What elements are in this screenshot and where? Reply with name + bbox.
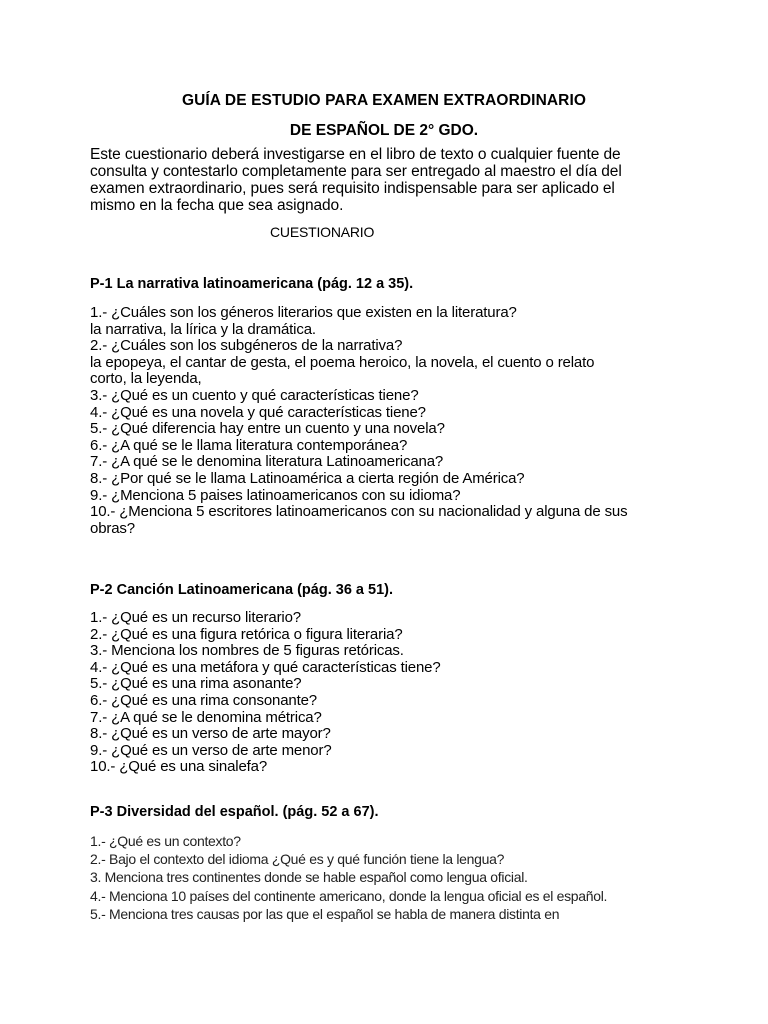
list-item: 4.- Menciona 10 países del continente americano, donde la lengua oficial es el español. xyxy=(90,887,608,904)
section-list-p2 xyxy=(90,610,690,776)
section-title-p1: P-1 La narrativa latinoamericana (pág. 12 a 35). xyxy=(90,276,414,292)
list-item: 9.- ¿Qué es un verso de arte menor? xyxy=(90,741,332,759)
section-title-p2: P-2 Canción Latinoamericana (pág. 36 a 51). xyxy=(90,582,393,598)
list-item: 5.- ¿Qué es una rima asonante? xyxy=(90,675,302,693)
list-item: obras? xyxy=(90,519,135,537)
list-item: 3.- Menciona los nombres de 5 figuras retóricas. xyxy=(90,642,404,660)
section-list-p1 xyxy=(90,305,690,537)
section-title-p3: P-3 Diversidad del español. (pág. 52 a 67). xyxy=(90,804,379,820)
list-item: 2.- ¿Qué es una figura retórica o figura literaria? xyxy=(90,625,403,643)
list-item: 2.- ¿Cuáles son los subgéneros de la narrativa? xyxy=(90,337,403,355)
list-item: 1.- ¿Qué es un recurso literario? xyxy=(90,609,301,626)
list-item: 6.- ¿A qué se le llama literatura contemporánea? xyxy=(90,436,408,454)
list-item: 9.- ¿Menciona 5 paises latinoamericanos con su idioma? xyxy=(90,486,461,504)
list-item: 4.- ¿Qué es una metáfora y qué características tiene? xyxy=(90,658,441,676)
list-item: 4.- ¿Qué es una novela y qué características tiene? xyxy=(90,403,426,421)
intro-line: Este cuestionario deberá investigarse en el libro de texto o cualquier fuente de xyxy=(90,146,621,163)
document-title-line1: GUÍA DE ESTUDIO PARA EXAMEN EXTRAORDINARIO xyxy=(181,92,587,109)
list-item: la epopeya, el cantar de gesta, el poema heroico, la novela, el cuento o relato xyxy=(90,353,595,371)
list-item: 7.- ¿A qué se le denomina métrica? xyxy=(90,708,322,726)
list-item: la narrativa, la lírica y la dramática. xyxy=(90,320,316,338)
list-item: 7.- ¿A qué se le denomina literatura Latinoamericana? xyxy=(90,453,444,471)
intro-line: consulta y contestarlo completamente para ser entregado al maestro el día del xyxy=(90,163,622,180)
list-item: 10.- ¿Qué es una sinalefa? xyxy=(90,758,268,776)
section-list-p3 xyxy=(90,832,690,923)
list-item: 8.- ¿Qué es un verso de arte mayor? xyxy=(90,725,331,743)
intro-paragraph xyxy=(90,146,690,214)
list-item: 6.- ¿Qué es una rima consonante? xyxy=(90,691,317,709)
list-item: 1.- ¿Cuáles son los géneros literarios que existen en la literatura? xyxy=(90,304,517,321)
list-item: 2.- Bajo el contexto del idioma ¿Qué es y qué función tiene la lengua? xyxy=(90,851,505,868)
list-item: corto, la leyenda, xyxy=(90,370,202,388)
intro-line: examen extraordinario, pues será requisito indispensable para ser aplicado el xyxy=(90,180,615,197)
list-item: 10.- ¿Menciona 5 escritores latinoamericanos con su nacionalidad y alguna de sus xyxy=(90,503,628,521)
list-item: 3. Menciona tres continentes donde se hable español como lengua oficial. xyxy=(90,869,528,886)
list-item: 3.- ¿Qué es un cuento y qué características tiene? xyxy=(90,386,419,404)
cuestionario-heading: CUESTIONARIO xyxy=(270,224,375,240)
document-title-line2: DE ESPAÑOL DE 2° GDO. xyxy=(289,122,479,139)
list-item: 5.- Menciona tres causas por las que el español se habla de manera distinta en xyxy=(90,905,560,922)
list-item: 5.- ¿Qué diferencia hay entre un cuento y una novela? xyxy=(90,420,445,438)
list-item: 1.- ¿Qué es un contexto? xyxy=(90,833,241,849)
list-item: 8.- ¿Por qué se le llama Latinoamérica a cierta región de América? xyxy=(90,469,525,487)
intro-line: mismo en la fecha que sea asignado. xyxy=(90,197,344,214)
